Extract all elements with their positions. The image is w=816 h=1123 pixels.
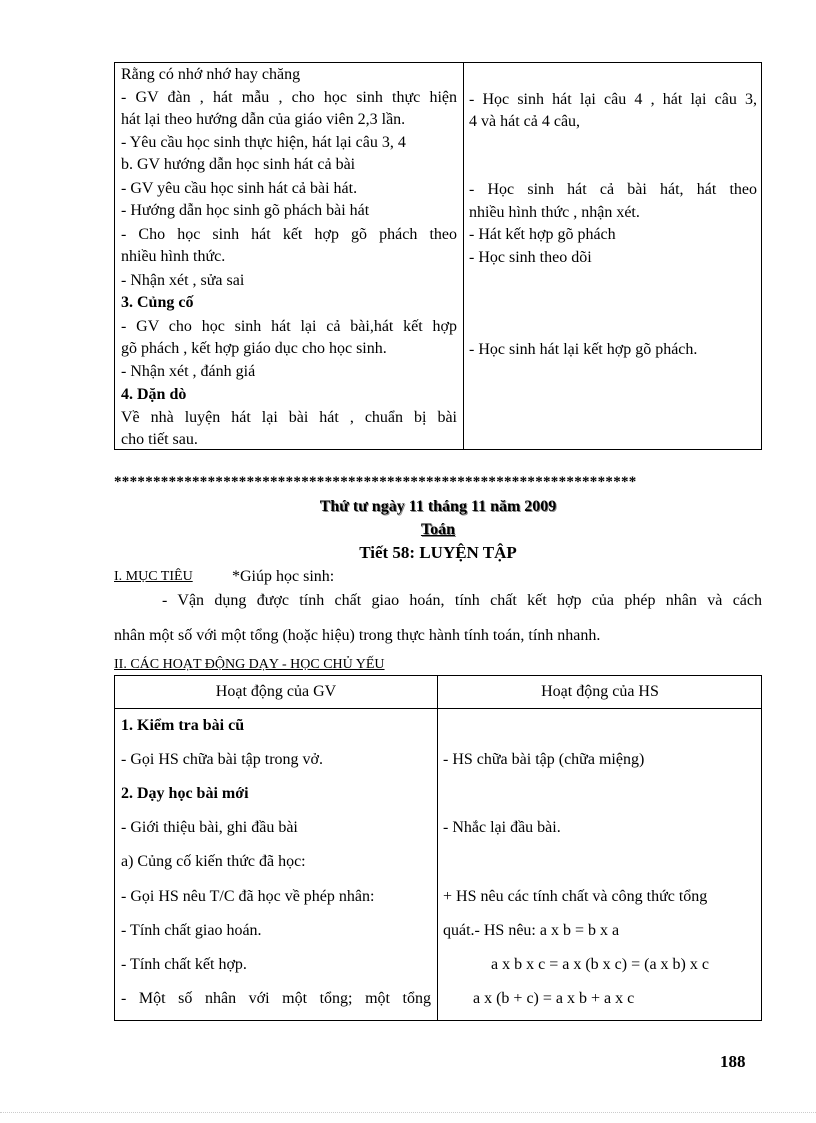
table-cell-text: 4 và hát cả 4 câu, xyxy=(469,113,581,130)
table-cell-text: - Hát kết hợp gõ phách xyxy=(469,226,616,243)
subject-heading: Toán xyxy=(420,521,456,538)
objectives-heading: I. MỤC TIÊU xyxy=(114,569,193,584)
table-cell-text: - Nhắc lại đầu bài. xyxy=(443,819,561,836)
table-cell-text: - Nhận xét , sửa sai xyxy=(121,272,245,289)
column-divider xyxy=(463,63,464,449)
table-cell-text: - Học sinh theo dõi xyxy=(469,249,592,266)
table-cell-text: - Gọi HS chữa bài tập trong vở. xyxy=(121,751,323,768)
table-cell-text: - Nhận xét , đánh giá xyxy=(121,363,256,380)
table-cell-text: - GV yêu cầu học sinh hát cả bài hát. xyxy=(121,180,358,197)
page-number: 188 xyxy=(720,1052,746,1071)
objectives-intro: *Giúp học sinh: xyxy=(232,568,335,585)
column-divider xyxy=(437,676,438,1020)
formula-text: a x (b + c) = a x b + a x c xyxy=(473,990,635,1007)
table-cell-text: nhiều hình thức , nhận xét. xyxy=(469,204,640,221)
table-cell-text: + HS nêu các tính chất và công thức tổng xyxy=(443,888,708,905)
table-cell-text: - GV đàn , hát mẫu , cho học sinh thực hiện xyxy=(121,89,457,106)
table-cell-text: - HS chữa bài tập (chữa miệng) xyxy=(443,751,645,768)
header-teacher: Hoạt động của GV xyxy=(215,683,337,700)
table-cell-text: quát.- HS nêu: a x b = b x a xyxy=(443,922,620,939)
table-cell-text: - Tính chất giao hoán. xyxy=(121,922,262,939)
section-heading: 3. Củng cố xyxy=(121,294,194,311)
table-cell-text: cho tiết sau. xyxy=(121,431,198,448)
table-cell-text: - Giới thiệu bài, ghi đầu bài xyxy=(121,819,298,836)
table-cell-text: Rằng có nhớ nhớ hay chăng xyxy=(121,66,301,83)
table-cell-text: - GV cho học sinh hát lại cả bài,hát kết hợp xyxy=(121,318,457,335)
table-cell-text: - Một số nhân với một tổng; một tổng xyxy=(121,990,431,1007)
table-cell-text: Về nhà luyện hát lại bài hát , chuẩn bị bài xyxy=(121,409,457,426)
table-cell-text: - Tính chất kết hợp. xyxy=(121,956,247,973)
section-heading: 2. Dạy học bài mới xyxy=(121,785,249,802)
footer-border xyxy=(0,1112,816,1113)
lesson-activity-table xyxy=(114,675,762,1021)
lesson-title: Tiết 58: LUYỆN TẬP xyxy=(359,543,517,562)
table-cell-text: - Yêu cầu học sinh thực hiện, hát lại câu 3, 4 xyxy=(121,134,406,151)
table-cell-text: nhiều hình thức. xyxy=(121,248,226,265)
table-cell-text: b. GV hướng dẫn học sinh hát cả bài xyxy=(121,156,356,173)
separator-stars: ******************************************************************* xyxy=(114,474,637,490)
table-cell-text: - Học sinh hát lại câu 4 , hát lại câu 3, xyxy=(469,91,757,108)
table-cell-text: - Học sinh hát lại kết hợp gõ phách. xyxy=(469,341,698,358)
objective-line-2: nhân một số với một tổng (hoặc hiệu) trong thực hành tính toán, tính nhanh. xyxy=(114,627,601,644)
formula-text: a x b x c = a x (b x c) = (a x b) x c xyxy=(491,956,709,973)
table-cell-text: - Gọi HS nêu T/C đã học về phép nhân: xyxy=(121,888,375,905)
section-heading: 4. Dặn dò xyxy=(121,386,187,403)
header-student: Hoạt động của HS xyxy=(541,683,659,700)
table-cell-text: hát lại theo hướng dẫn của giáo viên 2,3 lần. xyxy=(121,111,406,128)
table-cell-text: gõ phách , kết hợp giáo dục cho học sinh. xyxy=(121,340,387,357)
date-heading: Thứ tư ngày 11 tháng 11 năm 2009 xyxy=(319,498,557,515)
table-cell-text: - Hướng dẫn học sinh gõ phách bài hát xyxy=(121,202,370,219)
header-divider xyxy=(115,708,761,709)
objective-line-1: - Vận dụng được tính chất giao hoán, tính chất kết hợp của phép nhân và cách xyxy=(162,592,762,609)
section-heading: 1. Kiểm tra bài cũ xyxy=(121,717,245,734)
table-cell-text: - Học sinh hát cả bài hát, hát theo xyxy=(469,181,757,198)
activities-heading: II. CÁC HOẠT ĐỘNG DẠY - HỌC CHỦ YẾU xyxy=(114,657,385,672)
top-activity-table xyxy=(114,62,762,450)
table-cell-text: - Cho học sinh hát kết hợp gõ phách theo xyxy=(121,226,457,243)
table-cell-text: a) Củng cố kiến thức đã học: xyxy=(121,853,306,870)
